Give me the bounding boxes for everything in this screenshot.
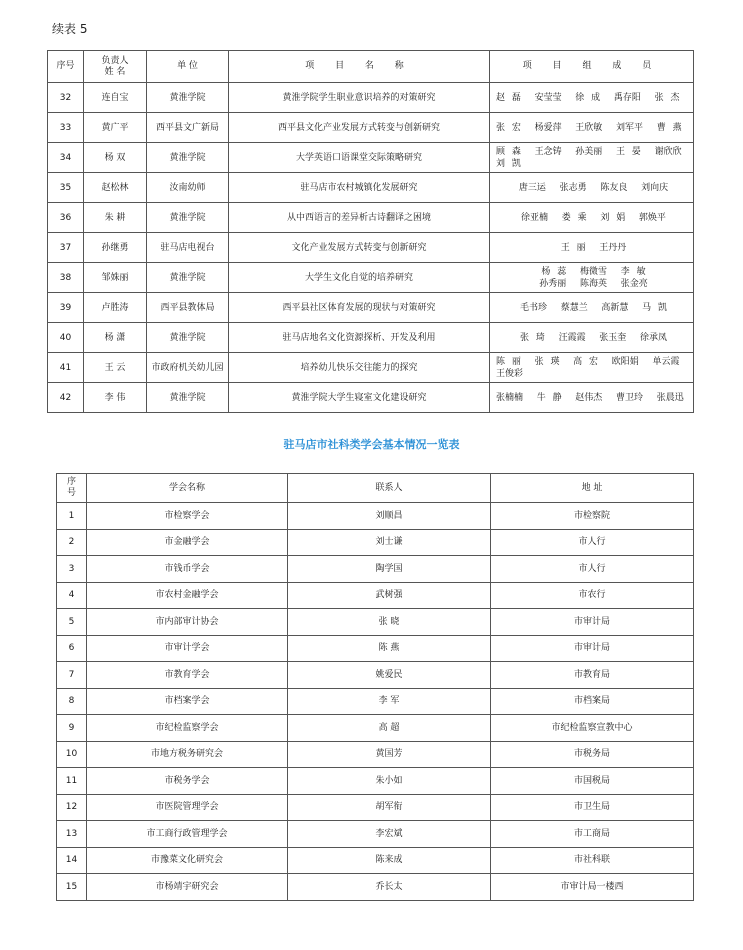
header-unit: 单 位	[147, 51, 229, 83]
project-members: 徐亚楠 娄 乘 刘 娟 郭焕平	[490, 203, 694, 233]
contact-person: 胡军衔	[288, 794, 491, 821]
header-society-name: 学会名称	[87, 474, 288, 503]
society-name: 市纪检监察学会	[87, 715, 288, 742]
table-row	[57, 609, 694, 636]
row-number: 6	[57, 635, 87, 662]
society-address: 市教育局	[491, 662, 694, 689]
contact-person: 陈 燕	[288, 635, 491, 662]
project-name: 西平县社区体育发展的现状与对策研究	[229, 293, 490, 323]
project-members: 赵 磊 安莹莹 徐 成 禹存阳 张 杰	[490, 83, 694, 113]
table-caption: 续表 5	[52, 22, 88, 36]
row-number: 39	[48, 293, 84, 323]
projects-table	[47, 50, 694, 413]
contact-person: 陶学国	[288, 556, 491, 583]
society-address: 市农行	[491, 582, 694, 609]
table-row	[57, 688, 694, 715]
table-row	[57, 529, 694, 556]
row-number: 5	[57, 609, 87, 636]
unit-name: 西平县文广新局	[147, 113, 229, 143]
row-number: 15	[57, 874, 87, 901]
society-address: 市审计局	[491, 609, 694, 636]
row-number: 3	[57, 556, 87, 583]
row-number: 4	[57, 582, 87, 609]
table-row	[48, 293, 694, 323]
contact-person: 姚爱民	[288, 662, 491, 689]
contact-person: 李宏斌	[288, 821, 491, 848]
society-name: 市审计学会	[87, 635, 288, 662]
table-row	[57, 556, 694, 583]
project-members: 张 宏 杨爱萍 王欣敏 刘军平 曹 燕	[490, 113, 694, 143]
table-row	[57, 794, 694, 821]
leader-name: 连自宝	[84, 83, 147, 113]
society-name: 市税务学会	[87, 768, 288, 795]
table-row	[48, 323, 694, 353]
society-address: 市档案局	[491, 688, 694, 715]
unit-name: 西平县教体局	[147, 293, 229, 323]
header-project: 项 目 名 称	[229, 51, 490, 83]
table-row	[57, 821, 694, 848]
society-address: 市审计局	[491, 635, 694, 662]
project-name: 大学英语口语课堂交际策略研究	[229, 143, 490, 173]
project-name: 黄淮学院学生职业意识培养的对策研究	[229, 83, 490, 113]
header-no-line1: 序	[66, 477, 76, 487]
header-contact: 联系人	[288, 474, 491, 503]
project-name: 大学生文化自觉的培养研究	[229, 263, 490, 293]
table-row	[48, 353, 694, 383]
row-number: 42	[48, 383, 84, 413]
unit-name: 黄淮学院	[147, 383, 229, 413]
project-name: 黄淮学院大学生寝室文化建设研究	[229, 383, 490, 413]
society-address: 市人行	[491, 556, 694, 583]
table-row	[48, 233, 694, 263]
row-number: 38	[48, 263, 84, 293]
row-number: 32	[48, 83, 84, 113]
table-row	[57, 741, 694, 768]
leader-name: 邹姝丽	[84, 263, 147, 293]
header-no-line2: 号	[66, 488, 76, 498]
row-number: 7	[57, 662, 87, 689]
table-row	[57, 847, 694, 874]
row-number: 12	[57, 794, 87, 821]
project-name: 驻马店地名文化资源探析、开发及利用	[229, 323, 490, 353]
row-number: 33	[48, 113, 84, 143]
table-row	[57, 874, 694, 901]
contact-person: 刘顺昌	[288, 503, 491, 530]
project-members: 杨 蕊 梅微雪 李 敏 孙秀丽 陈海英 张金亮	[490, 263, 694, 293]
contact-person: 黄国芳	[288, 741, 491, 768]
project-members: 张 琦 汪霞霞 张玉奎 徐承凤	[490, 323, 694, 353]
row-number: 41	[48, 353, 84, 383]
society-name: 市农村金融学会	[87, 582, 288, 609]
leader-name: 孙继勇	[84, 233, 147, 263]
header-leader-line2: 姓 名	[104, 66, 126, 77]
society-name: 市豫菜文化研究会	[87, 847, 288, 874]
leader-name: 李 伟	[84, 383, 147, 413]
society-name: 市杨靖宇研究会	[87, 874, 288, 901]
row-number: 1	[57, 503, 87, 530]
row-number: 9	[57, 715, 87, 742]
project-name: 培养幼儿快乐交往能力的探究	[229, 353, 490, 383]
leader-name: 卢胜涛	[84, 293, 147, 323]
table-row	[57, 768, 694, 795]
society-address: 市检察院	[491, 503, 694, 530]
leader-name: 赵松林	[84, 173, 147, 203]
row-number: 14	[57, 847, 87, 874]
contact-person: 李 军	[288, 688, 491, 715]
unit-name: 市政府机关幼儿园	[147, 353, 229, 383]
project-members: 张楠楠 牛 静 赵伟杰 曹卫玲 张晨迅	[490, 383, 694, 413]
header-leader	[84, 51, 147, 83]
society-address: 市纪检监察宣教中心	[491, 715, 694, 742]
row-number: 13	[57, 821, 87, 848]
header-no	[57, 474, 87, 503]
unit-name: 黄淮学院	[147, 323, 229, 353]
societies-table	[56, 473, 694, 901]
header-address: 地 址	[491, 474, 694, 503]
table-row	[57, 662, 694, 689]
table-row	[57, 503, 694, 530]
unit-name: 黄淮学院	[147, 203, 229, 233]
project-members: 毛书珍 蔡慧兰 高新慧 马 凯	[490, 293, 694, 323]
row-number: 34	[48, 143, 84, 173]
society-name: 市钱币学会	[87, 556, 288, 583]
societies-title: 驻马店市社科类学会基本情况一览表	[283, 438, 460, 451]
contact-person: 张 晓	[288, 609, 491, 636]
society-name: 市地方税务研究会	[87, 741, 288, 768]
table-row	[57, 582, 694, 609]
table-row	[48, 383, 694, 413]
society-name: 市内部审计协会	[87, 609, 288, 636]
table-row	[48, 263, 694, 293]
project-name: 驻马店市农村城镇化发展研究	[229, 173, 490, 203]
row-number: 36	[48, 203, 84, 233]
society-name: 市工商行政管理学会	[87, 821, 288, 848]
table-row	[48, 83, 694, 113]
society-name: 市检察学会	[87, 503, 288, 530]
project-members: 王 丽 王丹丹	[490, 233, 694, 263]
society-address: 市人行	[491, 529, 694, 556]
leader-name: 王 云	[84, 353, 147, 383]
unit-name: 黄淮学院	[147, 143, 229, 173]
row-number: 2	[57, 529, 87, 556]
table-row	[57, 715, 694, 742]
unit-name: 汝南幼师	[147, 173, 229, 203]
unit-name: 驻马店电视台	[147, 233, 229, 263]
row-number: 8	[57, 688, 87, 715]
table-row	[48, 113, 694, 143]
table-row	[48, 203, 694, 233]
row-number: 37	[48, 233, 84, 263]
society-address: 市工商局	[491, 821, 694, 848]
leader-name: 朱 耕	[84, 203, 147, 233]
project-name: 文化产业发展方式转变与创新研究	[229, 233, 490, 263]
row-number: 10	[57, 741, 87, 768]
project-members: 顾 森 王念铸 孙美丽 王 晏 谢欣欣 刘 凯	[490, 143, 694, 173]
header-members: 项 目 组 成 员	[490, 51, 694, 83]
leader-name: 黄广平	[84, 113, 147, 143]
table-row	[48, 143, 694, 173]
society-name: 市档案学会	[87, 688, 288, 715]
society-address: 市审计局一楼西	[491, 874, 694, 901]
project-name: 从中西语言的差异析古诗翻译之困境	[229, 203, 490, 233]
project-members: 陈 丽 张 瑛 高 宏 欧阳娟 单云霞 王俊彩	[490, 353, 694, 383]
unit-name: 黄淮学院	[147, 263, 229, 293]
project-members: 唐三运 张志勇 陈友良 刘向庆	[490, 173, 694, 203]
row-number: 40	[48, 323, 84, 353]
row-number: 11	[57, 768, 87, 795]
contact-person: 高 超	[288, 715, 491, 742]
society-address: 市国税局	[491, 768, 694, 795]
society-address: 市社科联	[491, 847, 694, 874]
contact-person: 刘士谦	[288, 529, 491, 556]
header-no: 序号	[48, 51, 84, 83]
society-address: 市税务局	[491, 741, 694, 768]
leader-name: 杨 双	[84, 143, 147, 173]
society-address: 市卫生局	[491, 794, 694, 821]
contact-person: 陈来成	[288, 847, 491, 874]
header-leader-line1: 负责人	[101, 55, 129, 66]
contact-person: 乔长太	[288, 874, 491, 901]
society-name: 市金融学会	[87, 529, 288, 556]
projects-header-row	[48, 51, 694, 83]
row-number: 35	[48, 173, 84, 203]
unit-name: 黄淮学院	[147, 83, 229, 113]
society-name: 市教育学会	[87, 662, 288, 689]
society-name: 市医院管理学会	[87, 794, 288, 821]
table-row	[57, 635, 694, 662]
leader-name: 杨 潇	[84, 323, 147, 353]
project-name: 西平县文化产业发展方式转变与创新研究	[229, 113, 490, 143]
contact-person: 武树强	[288, 582, 491, 609]
societies-header-row	[57, 474, 694, 503]
table-row	[48, 173, 694, 203]
contact-person: 朱小如	[288, 768, 491, 795]
